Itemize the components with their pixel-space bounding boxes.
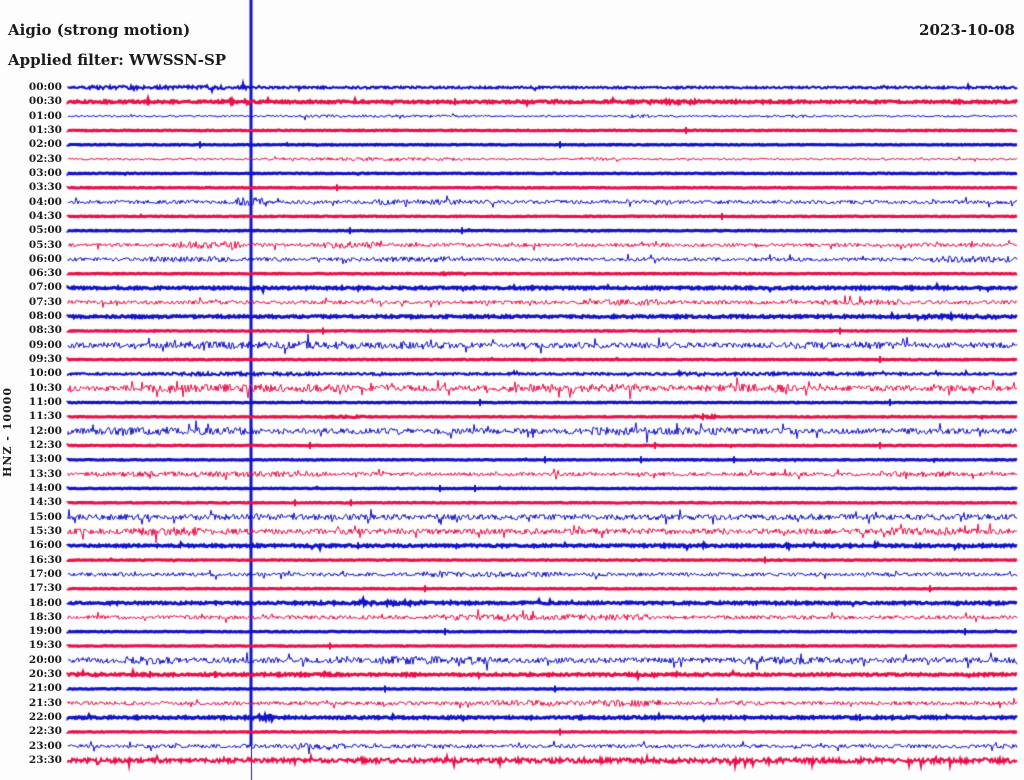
time-label: 16:00	[28, 539, 62, 552]
time-label: 20:00	[28, 653, 62, 666]
time-label: 02:30	[28, 152, 62, 165]
time-label: 03:30	[28, 181, 62, 194]
time-label: 18:30	[28, 610, 62, 623]
time-label: 04:00	[28, 195, 62, 208]
time-label: 13:30	[28, 467, 62, 480]
time-label: 08:00	[28, 310, 62, 323]
time-label: 16:30	[28, 553, 62, 566]
time-label: 07:00	[28, 281, 62, 294]
time-label: 00:00	[28, 81, 62, 93]
time-label: 14:00	[28, 481, 62, 494]
time-label: 10:30	[28, 381, 62, 394]
time-label: 21:30	[28, 696, 62, 709]
channel-scale-label: HNZ - 10000	[1, 387, 14, 477]
time-label: 17:00	[28, 567, 62, 580]
time-label: 07:30	[28, 295, 62, 308]
time-label: 14:30	[28, 496, 62, 509]
time-label: 23:00	[28, 739, 62, 752]
time-label: 13:00	[28, 453, 62, 466]
time-label: 09:30	[28, 353, 62, 366]
time-label: 23:30	[28, 754, 62, 767]
time-label: 18:00	[28, 596, 62, 609]
time-label: 11:30	[28, 410, 62, 423]
time-label: 21:00	[28, 682, 62, 695]
time-label: 22:30	[28, 725, 62, 738]
time-label: 06:00	[28, 252, 62, 265]
time-label: 02:00	[28, 138, 62, 151]
time-label: 05:00	[28, 224, 62, 237]
time-label: 09:00	[28, 338, 62, 351]
time-label: 04:30	[28, 209, 62, 222]
time-label: 00:30	[28, 95, 62, 108]
time-label: 15:00	[28, 510, 62, 523]
time-label: 11:00	[28, 396, 62, 409]
time-label: 10:00	[28, 367, 62, 380]
time-label: 08:30	[28, 324, 62, 337]
time-label: 01:00	[28, 109, 62, 122]
time-label: 06:30	[28, 267, 62, 280]
time-label: 03:00	[28, 166, 62, 179]
time-label: 19:00	[28, 625, 62, 638]
time-label: 20:30	[28, 668, 62, 681]
time-label: 12:30	[28, 439, 62, 451]
time-label: 22:00	[28, 711, 62, 724]
time-label: 15:30	[28, 524, 62, 537]
date-label: 2023-10-08	[919, 21, 1015, 39]
time-label: 19:30	[28, 639, 62, 652]
time-label: 17:30	[28, 582, 62, 595]
time-label: 01:30	[28, 123, 62, 136]
time-label: 05:30	[28, 238, 62, 251]
station-title: Aigio (strong motion)	[8, 21, 191, 39]
applied-filter-label: Applied filter: WWSSN-SP	[8, 51, 227, 69]
time-label: 12:00	[28, 424, 62, 437]
